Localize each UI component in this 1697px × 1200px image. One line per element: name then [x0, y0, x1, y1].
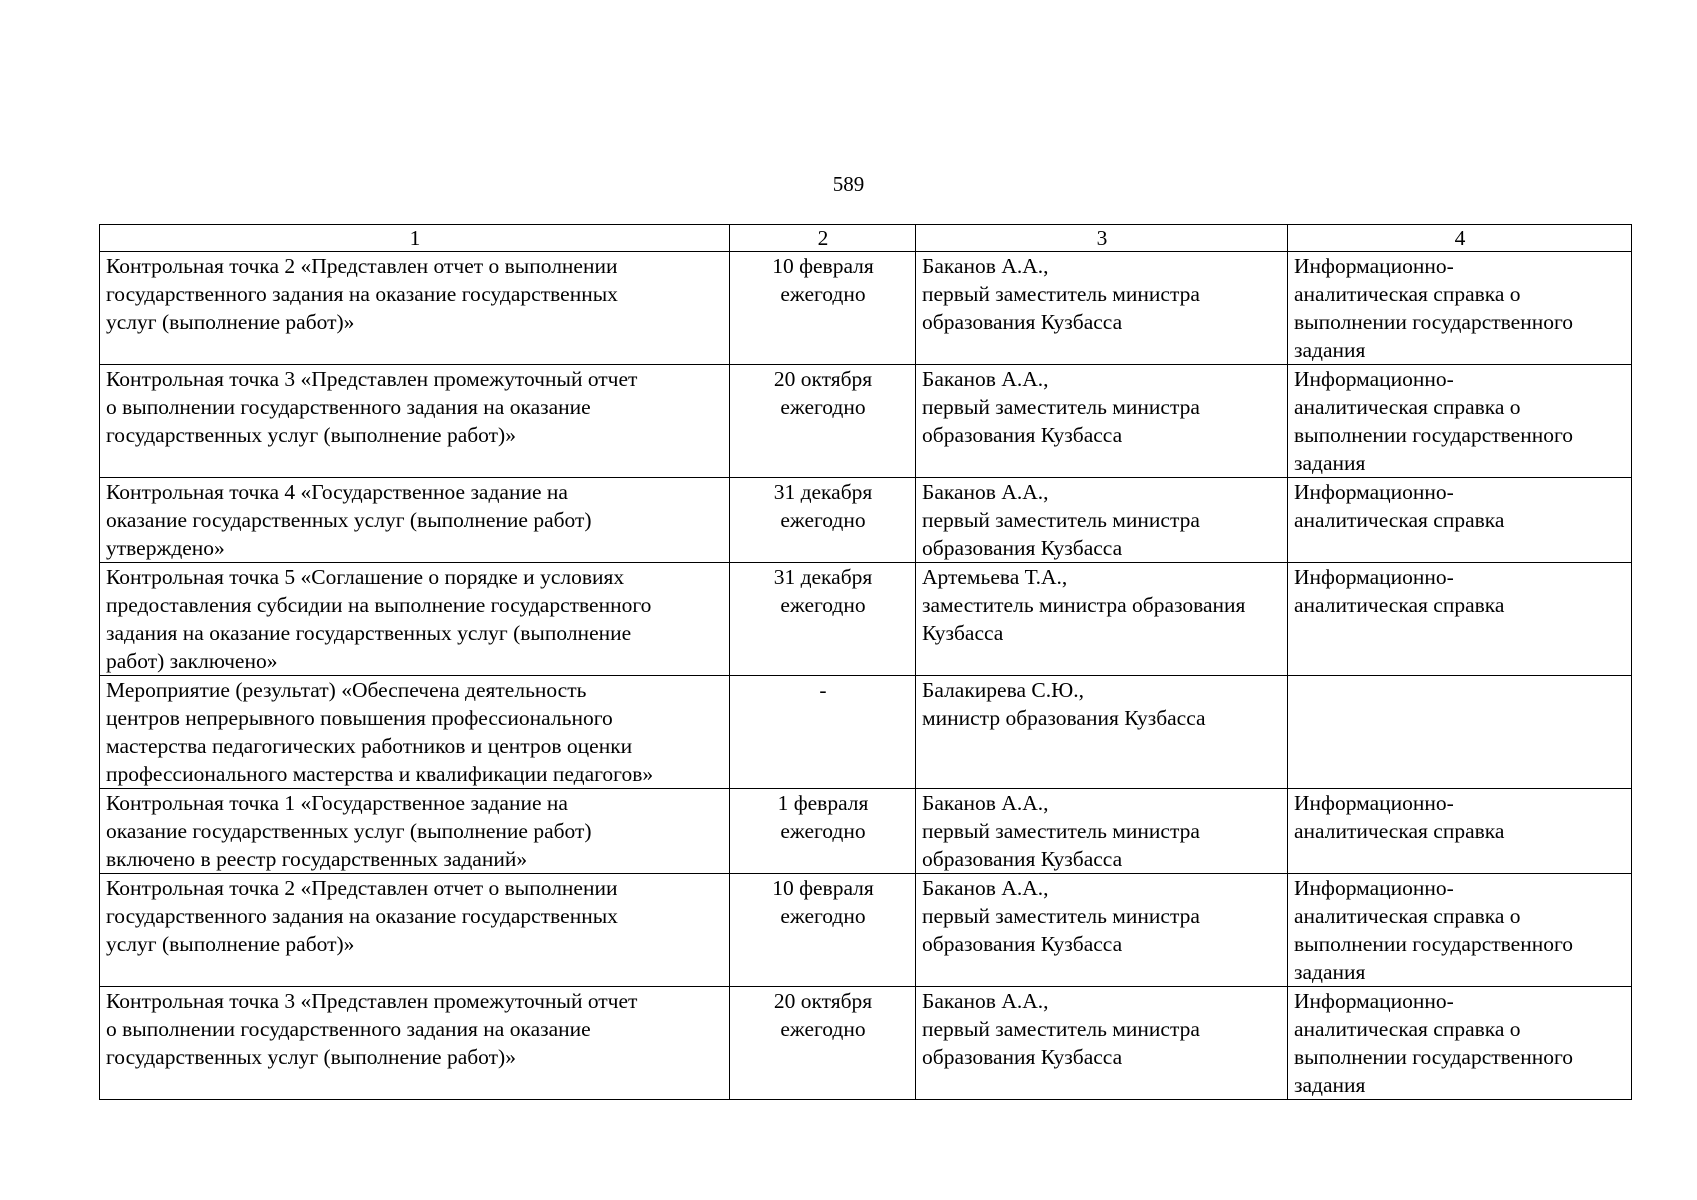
cell-responsible: Балакирева С.Ю., министр образования Кузбасса	[916, 676, 1288, 789]
cell-document-type: Информационно- аналитическая справка	[1288, 478, 1632, 563]
cell-document-type: Информационно- аналитическая справка о выполнении государственного задания	[1288, 252, 1632, 365]
cell-document-type	[1288, 676, 1632, 789]
cell-description: Контрольная точка 3 «Представлен промежуточный отчет о выполнении государственного задания на оказание государственных услуг (выполнение работ)»	[100, 987, 730, 1100]
cell-description: Контрольная точка 3 «Представлен промежуточный отчет о выполнении государственного задания на оказание государственных услуг (выполнение работ)»	[100, 365, 730, 478]
table-row	[100, 987, 1632, 1100]
cell-deadline: 1 февраля ежегодно	[730, 789, 916, 874]
cell-document-type: Информационно- аналитическая справка	[1288, 789, 1632, 874]
cell-document-type: Информационно- аналитическая справка о выполнении государственного задания	[1288, 987, 1632, 1100]
table-row	[100, 252, 1632, 365]
cell-responsible: Баканов А.А., первый заместитель министра образования Кузбасса	[916, 789, 1288, 874]
table-row	[100, 365, 1632, 478]
table-row	[100, 874, 1632, 987]
cell-description: Контрольная точка 5 «Соглашение о порядке и условиях предоставления субсидии на выполнение государственного задания на оказание государственных услуг (выполнение работ) заключено»	[100, 563, 730, 676]
cell-description: Контрольная точка 1 «Государственное задание на оказание государственных услуг (выполнение работ) включено в реестр государственных заданий»	[100, 789, 730, 874]
table-row	[100, 563, 1632, 676]
column-header-3: 3	[916, 225, 1288, 252]
cell-deadline: 20 октября ежегодно	[730, 987, 916, 1100]
cell-responsible: Баканов А.А., первый заместитель министра образования Кузбасса	[916, 874, 1288, 987]
table-row	[100, 478, 1632, 563]
cell-responsible: Баканов А.А., первый заместитель министра образования Кузбасса	[916, 987, 1288, 1100]
cell-deadline: 31 декабря ежегодно	[730, 563, 916, 676]
page-number: 589	[832, 172, 865, 196]
measures-table	[99, 224, 1632, 1100]
cell-deadline: 10 февраля ежегодно	[730, 252, 916, 365]
cell-deadline: 10 февраля ежегодно	[730, 874, 916, 987]
cell-responsible: Баканов А.А., первый заместитель министра образования Кузбасса	[916, 252, 1288, 365]
cell-document-type: Информационно- аналитическая справка	[1288, 563, 1632, 676]
cell-deadline: 31 декабря ежегодно	[730, 478, 916, 563]
cell-description: Контрольная точка 2 «Представлен отчет о выполнении государственного задания на оказание государственных услуг (выполнение работ)»	[100, 252, 730, 365]
table-row	[100, 789, 1632, 874]
column-header-1: 1	[100, 225, 730, 252]
column-header-2: 2	[730, 225, 916, 252]
cell-document-type: Информационно- аналитическая справка о выполнении государственного задания	[1288, 874, 1632, 987]
table-row	[100, 676, 1632, 789]
cell-deadline: -	[730, 676, 916, 789]
cell-responsible: Баканов А.А., первый заместитель министра образования Кузбасса	[916, 365, 1288, 478]
table-header-row	[100, 225, 1632, 252]
cell-responsible: Артемьева Т.А., заместитель министра образования Кузбасса	[916, 563, 1288, 676]
cell-description: Мероприятие (результат) «Обеспечена деятельность центров непрерывного повышения профессионального мастерства педагогических работников и центров оценки профессионального мастерства и квалификации педагогов»	[100, 676, 730, 789]
cell-description: Контрольная точка 2 «Представлен отчет о выполнении государственного задания на оказание государственных услуг (выполнение работ)»	[100, 874, 730, 987]
cell-deadline: 20 октября ежегодно	[730, 365, 916, 478]
column-header-4: 4	[1288, 225, 1632, 252]
cell-document-type: Информационно- аналитическая справка о выполнении государственного задания	[1288, 365, 1632, 478]
cell-description: Контрольная точка 4 «Государственное задание на оказание государственных услуг (выполнение работ) утверждено»	[100, 478, 730, 563]
cell-responsible: Баканов А.А., первый заместитель министра образования Кузбасса	[916, 478, 1288, 563]
